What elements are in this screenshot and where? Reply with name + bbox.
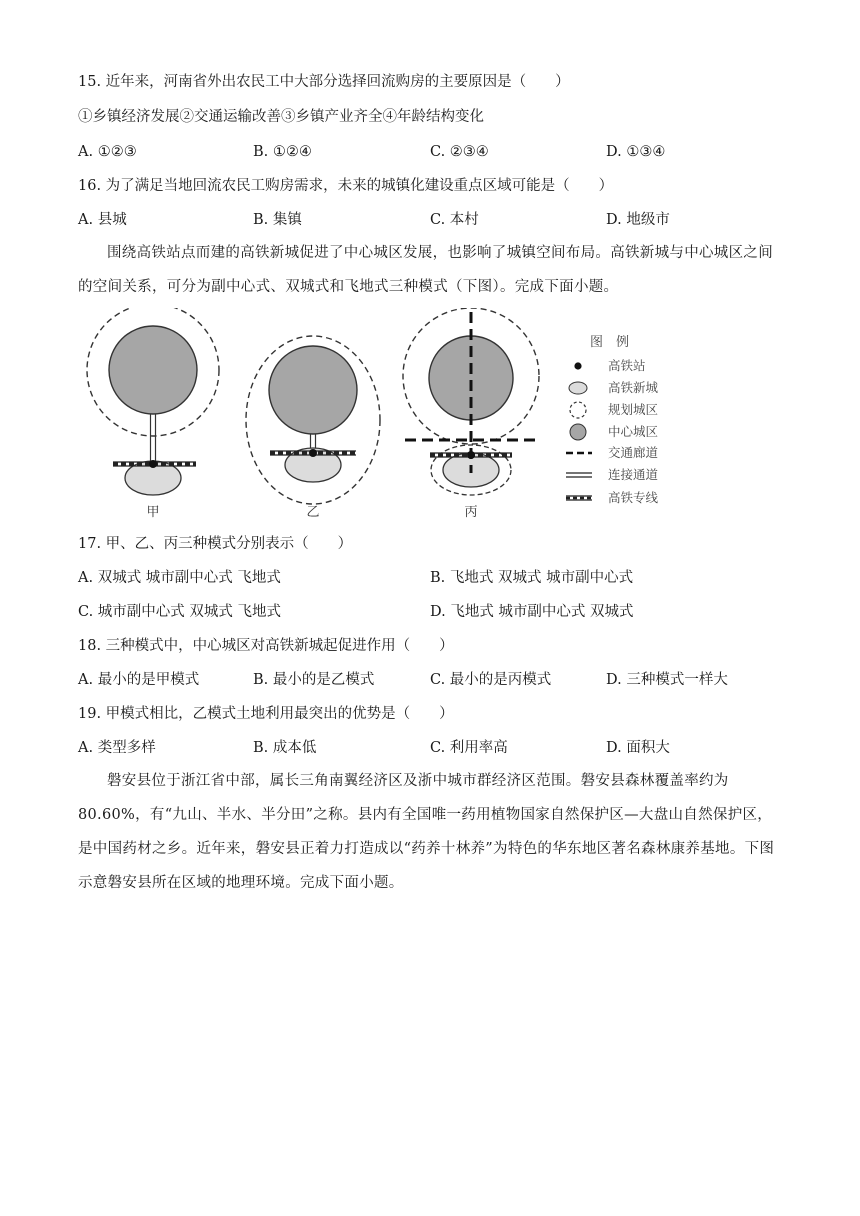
hsr-mode-figure [78,308,678,523]
q15-option-a[interactable]: A. ①②③ [78,144,137,160]
hsr-station-bing [467,451,475,459]
figure-legend [566,335,659,505]
central-district-yi [269,346,357,434]
q15-option-b[interactable]: B. ①②④ [253,144,312,160]
q17-option-a[interactable]: A. 双城式 城市副中心式 飞地式 [78,570,281,586]
q18-option-a[interactable]: A. 最小的是甲模式 [78,672,200,688]
legend-label-new-city: 高铁新城 [608,380,659,395]
q19-option-a[interactable]: A. 类型多样 [78,740,156,756]
dark-circle-icon [570,424,586,440]
q19-option-b[interactable]: B. 成本低 [253,740,317,756]
q16-option-c[interactable]: C. 本村 [430,212,479,228]
q17-option-b[interactable]: B. 飞地式 双城式 城市副中心式 [430,570,634,586]
panel-label-bing: 丙 [464,505,478,520]
legend-title: 图 例 [590,335,630,350]
panel-label-jia: 甲 [146,505,160,520]
q17-option-d[interactable]: D. 飞地式 城市副中心式 双城式 [430,604,634,620]
q15-stem: 15. 近年来，河南省外出农民工中大部分选择回流购房的主要原因是（ ） [78,74,570,90]
q18-option-b[interactable]: B. 最小的是乙模式 [253,672,375,688]
q16-stem: 16. 为了满足当地回流农民工购房需求，未来的城镇化建设重点区域可能是（ ） [78,178,614,194]
hsr-station-yi [309,449,317,457]
panel-bing [403,308,539,520]
passage-hsr-new-city: 围绕高铁站点而建的高铁新城促进了中心城区发展，也影响了城镇空间布局。高铁新城与中心城区之间的空间关系，可分为副中心式、双城式和飞地式三种模式（下图）。完成下面小题。 [78,245,773,295]
q18-stem: 18. 三种模式中，中心城区对高铁新城起促进作用（ ） [78,638,454,654]
panel-jia [87,308,219,520]
q18-option-d[interactable]: D. 三种模式一样大 [606,672,728,688]
q16-option-d[interactable]: D. 地级市 [606,212,670,228]
panel-yi [246,336,380,520]
q17-option-c[interactable]: C. 城市副中心式 双城式 飞地式 [78,604,282,620]
passage-panan-county: 磐安县位于浙江省中部，属长三角南翼经济区及浙中城市群经济区范围。磐安县森林覆盖率约为80.60%，有“九山、半水、半分田”之称。县内有全国唯一药用植物国家自然保护区—大盘山自然保护区，是中国药材之乡。近年来，磐安县正着力打造成以“药养十林养”为特色的华东地区著名森林康养基地。下图示意磐安县所在区域的地理环境。完成下面小题。 [78,773,775,891]
light-ellipse-icon [569,382,587,394]
rail-line-icon [566,496,592,500]
legend-label-rail: 高铁专线 [608,490,659,505]
q15-items: ①乡镇经济发展②交通运输改善③乡镇产业齐全④年龄结构变化 [78,109,484,125]
double-line-icon [566,473,592,477]
legend-label-station: 高铁站 [608,358,646,373]
q19-option-d[interactable]: D. 面积大 [606,740,670,756]
q17-stem: 17. 甲、乙、丙三种模式分别表示（ ） [78,536,353,552]
q16-option-b[interactable]: B. 集镇 [253,212,302,228]
dashed-circle-icon [570,402,586,418]
dot-icon [574,362,581,369]
legend-label-corridor: 交通廊道 [608,445,659,460]
legend-label-center: 中心城区 [608,424,659,439]
panel-label-yi: 乙 [306,505,320,520]
legend-label-planned: 规划城区 [608,402,659,417]
legend-label-connector: 连接通道 [608,467,659,482]
q16-option-a[interactable]: A. 县城 [78,212,127,228]
q19-option-c[interactable]: C. 利用率高 [430,740,508,756]
q15-option-c[interactable]: C. ②③④ [430,144,489,160]
q19-stem: 19. 甲模式相比，乙模式土地利用最突出的优势是（ ） [78,706,454,722]
q18-option-c[interactable]: C. 最小的是丙模式 [430,672,552,688]
central-district-jia [109,326,197,414]
q15-option-d[interactable]: D. ①③④ [606,144,666,160]
hsr-station-jia [149,460,157,468]
